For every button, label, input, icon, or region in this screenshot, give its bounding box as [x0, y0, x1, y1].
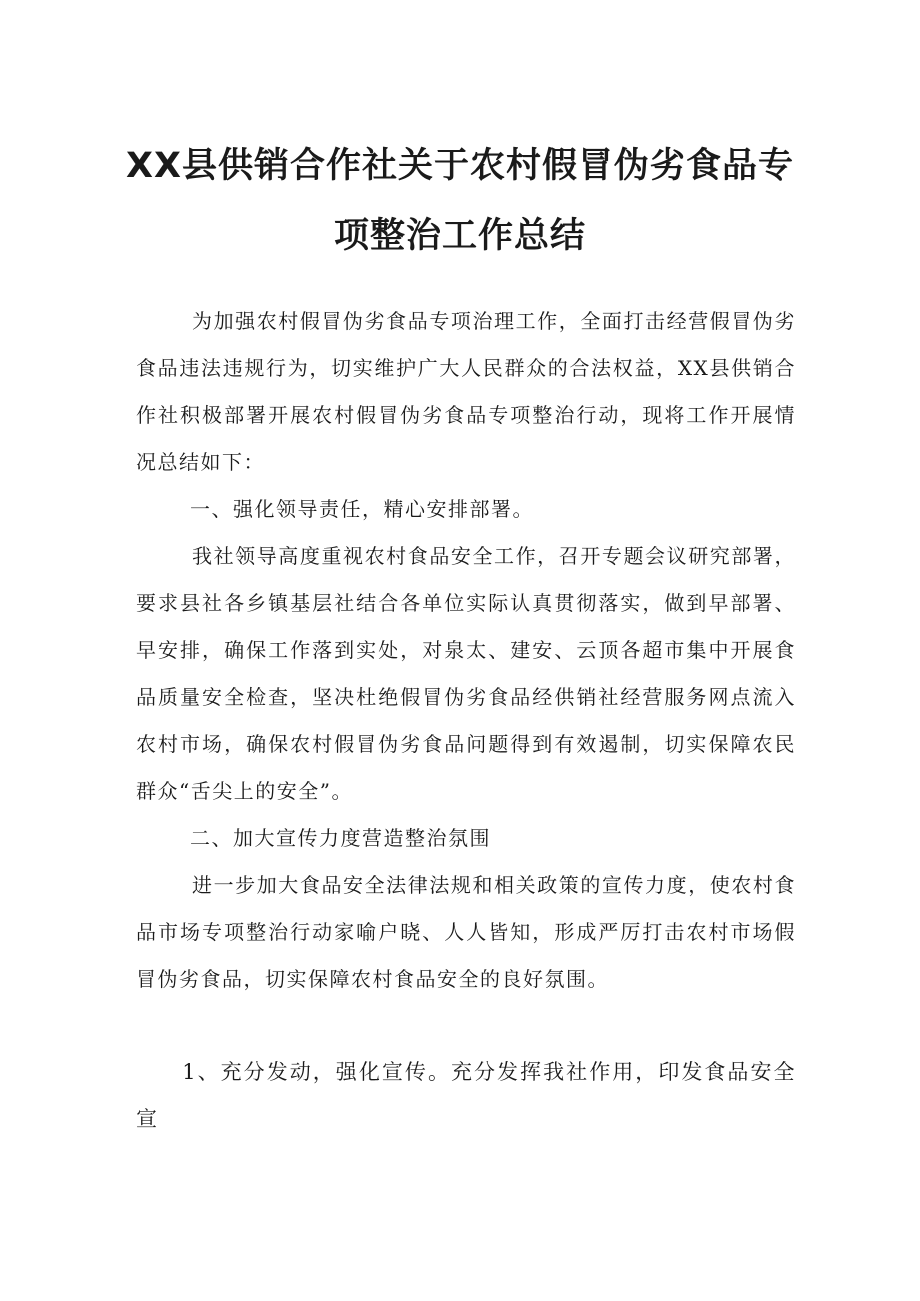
section-1-heading: 一、强化领导责任，精心安排部署。 — [190, 497, 534, 521]
document-title-line-2: 项整治工作总结 — [333, 216, 586, 256]
section-2-body: 进一步加大食品安全法律法规和相关政策的宣传力度，使农村食品市场专项整治行动家喻户晓、人人皆知，形成严厉打击农村市场假冒伪劣食品，切实保障农村食品安全的良好氛围。 — [136, 873, 796, 991]
intro-paragraph: 为加强农村假冒伪劣食品专项治理工作，全面打击经营假冒伪劣食品违法违规行为，切实维护广大人民群众的合法权益，XX县供销合作社积极部署开展农村假冒伪劣食品专项整治行动，现将工作开展情况总结如下： — [136, 309, 796, 474]
document-title-line-1: XX县供销合作社关于农村假冒伪劣食品专 — [126, 146, 794, 186]
item-1-paragraph: 1、充分发动，强化宣传。充分发挥我社作用，印发食品安全宣 — [136, 1060, 796, 1131]
section-1-body: 我社领导高度重视农村食品安全工作，召开专题会议研究部署，要求县社各乡镇基层社结合各单位实际认真贯彻落实，做到早部署、早安排，确保工作落到实处，对泉太、建安、云顶各超市集中开展食品质量安全检查，坚决杜绝假冒伪劣食品经供销社经营服务网点流入农村市场，确保农村假冒伪劣食品问题得到有效遏制，切实保障农民群众“舌尖上的安全”。 — [136, 544, 796, 803]
section-2-heading: 二、加大宣传力度营造整治氛围 — [190, 826, 491, 850]
